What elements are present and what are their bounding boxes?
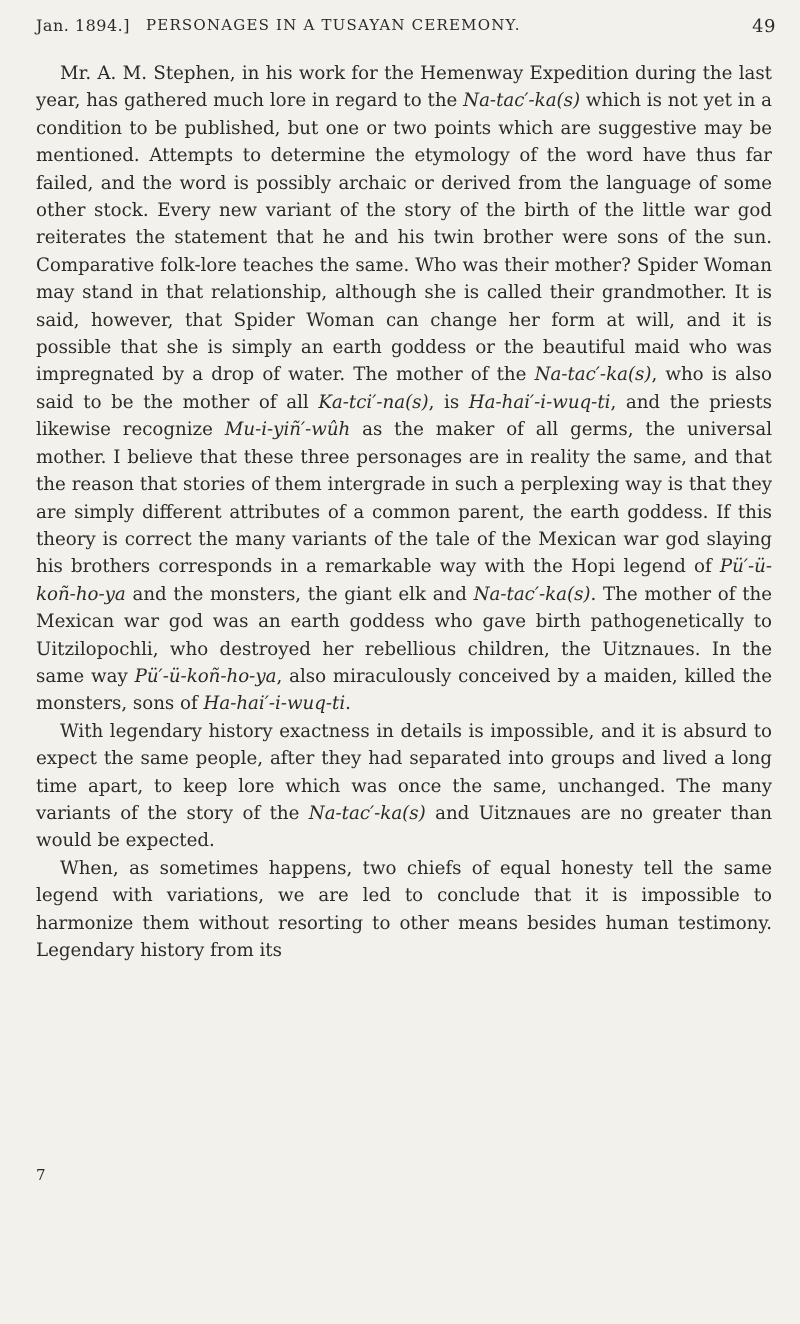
italic-term: Pü′-ü-koñ-ho-ya [134, 665, 277, 687]
header-date: Jan. 1894.] [36, 16, 130, 35]
italic-term: Ha-hai′-i-wuq-ti [468, 391, 611, 413]
italic-term: Ka-tci′-na(s) [318, 391, 429, 413]
italic-term: Na-tac′-ka(s) [473, 583, 591, 605]
paragraph-1: Mr. A. M. Stephen, in his work for the Hemenway Expedition during the last year, has gathered much lore in regard to the Na-tac′-ka(s) which is not yet in a condition to be published, but one or two points which are suggestive may be mentioned. Attempts to determine the etymology of the word have thus far failed, and the word is possibly archaic or derived from the language of some other stock. Every new variant of the story of the birth of the little war god reiterates the statement that he and his twin brother were sons of the sun. Comparative folk-lore teaches the same. Who was their mother? Spider Woman may stand in that relationship, although she is called their grandmother. It is said, however, that Spider Woman can change her form at will, and it is possible that she is simply an earth goddess or the beautiful maid who was impregnated by a drop of water. The mother of the Na-tac′-ka(s), who is also said to be the mother of all Ka-tci′-na(s), is Ha-hai′-i-wuq-ti, and the priests likewise recognize Mu-i-yiñ′-wûh as the maker of all germs, the universal mother. I believe that these three personages are in reality the same, and that the reason that stories of them intergrade in such a perplexing way is that they are simply different attributes of a common parent, the earth goddess. If this theory is correct the many variants of the tale of the Mexican war god slaying his brothers corresponds in a remarkable way with the Hopi legend of Pü′-ü-koñ-ho-ya and the monsters, the giant elk and Na-tac′-ka(s). The mother of the Mexican war god was an earth goddess who gave birth pathogenetically to Uitzilopochli, who destroyed her rebellious children, the Uitznaues. In the same way Pü′-ü-koñ-ho-ya, also miraculously conceived by a maiden, killed the monsters, sons of Ha-hai′-i-wuq-ti. [36, 63, 773, 715]
page-number: 49 [752, 16, 776, 37]
article-body [36, 60, 772, 964]
header-title: PERSONAGES IN A TUSAYAN CEREMONY. [146, 16, 521, 34]
italic-term: Na-tac′-ka(s) [534, 364, 652, 386]
paragraph-3: When, as sometimes happens, two chiefs of equal honesty tell the same legend with variations, we are led to conclude that it is impossible to harmonize them without resorting to other means besides human testimony. Legendary history from its [36, 857, 772, 961]
italic-term: Na-tac′-ka(s) [463, 90, 581, 112]
italic-term: Na-tac′-ka(s) [308, 802, 426, 824]
italic-term: Pü′-ü-koñ-ho-ya [36, 556, 772, 605]
signature-mark: 7 [36, 1166, 46, 1184]
running-head [36, 16, 776, 46]
italic-term: Mu-i-yiñ′-wûh [224, 419, 351, 441]
italic-term: Ha-hai′-i-wuq-ti [203, 693, 346, 715]
paragraph-2: With legendary history exactness in details is impossible, and it is absurd to expect the same people, after they had separated into groups and lived a long time apart, to keep lore which was once the same, unchanged. The many variants of the story of the Na-tac′-ka(s) and Uitznaues are no greater than would be expected. [36, 720, 772, 852]
